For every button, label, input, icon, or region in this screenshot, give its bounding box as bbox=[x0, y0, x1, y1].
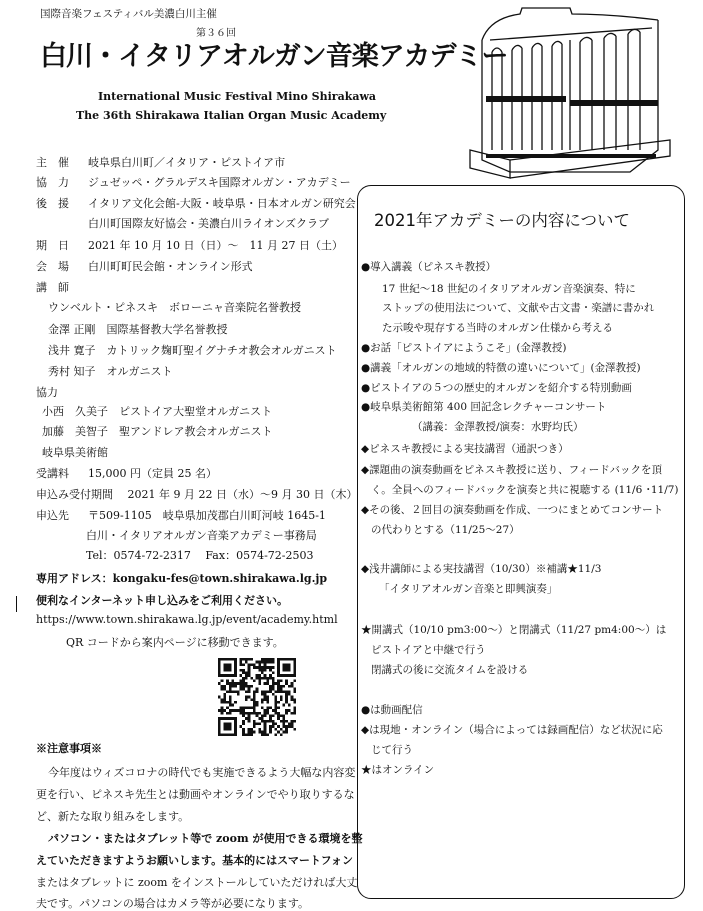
panel-line: ◆課題曲の演奏動画をピネスキ教授に送り、フィードバックを頂 bbox=[361, 464, 663, 476]
fee-label: 受講料 bbox=[36, 467, 69, 480]
coop-row bbox=[36, 174, 351, 190]
period-row bbox=[36, 237, 343, 253]
panel-line: ●お話「ピストイアにようこそ」(金澤教授) bbox=[361, 342, 567, 354]
coop-label: 協 力 bbox=[36, 176, 69, 189]
text-cursor bbox=[16, 596, 17, 612]
notes-line: またはタブレットに zoom をインストールしていただければ大丈 bbox=[36, 876, 358, 889]
panel-line: ●講義「オルガンの地域的特徴の違いについて」(金澤教授) bbox=[361, 362, 641, 374]
notes-line: ど、新たな取り組みをします。 bbox=[36, 810, 190, 823]
support-value-1: イタリア文化会館-大阪・岐阜県・日本オルガン研究会 bbox=[88, 197, 356, 210]
application-period: 申込み受付期間 2021 年 9 月 22 日（水）～9 月 30 日（木） bbox=[36, 488, 358, 501]
panel-line: ◆ピネスキ教授による実技講習（通訳つき） bbox=[361, 443, 569, 455]
panel-line: 「イタリアオルガン音楽と即興演奏」 bbox=[379, 583, 558, 595]
host-label: 主 催 bbox=[36, 156, 69, 169]
apply-organization: 白川・イタリアオルガン音楽アカデミー事務局 bbox=[86, 529, 317, 542]
panel-line: 17 世紀～18 世紀のイタリアオルガン音楽演奏、特に bbox=[382, 283, 636, 295]
coop-value: ジュゼッペ・グラルデスキ国際オルガン・アカデミー bbox=[88, 176, 351, 189]
panel-line: ★はオンライン bbox=[361, 764, 435, 776]
notes-line: 更を行い、ピネスキ先生とは動画やオンラインでやり取りするな bbox=[36, 788, 355, 801]
notes-line: パソコン・またはタブレット等で zoom が使用できる環境を整 bbox=[48, 832, 363, 845]
venue-value: 白川町町民会館・オンライン形式 bbox=[88, 260, 253, 273]
support-value-2: 白川町国際友好協会・美濃白川ライオンズクラブ bbox=[88, 217, 330, 230]
qr-code[interactable] bbox=[218, 658, 296, 736]
notes-line: 夫です。パソコンの場合はカメラ等が必要になります。 bbox=[36, 897, 310, 910]
apply-tel-fax: Tel：0574-72-2317 Fax：0574-72-2503 bbox=[86, 549, 314, 562]
panel-line: （講義：金澤教授/演奏：水野均氏） bbox=[412, 421, 584, 433]
panel-line: ストップの使用法について、文献や古文書・楽譜に書かれ bbox=[382, 302, 655, 314]
host-value: 岐阜県白川町／イタリア・ピストイア市 bbox=[88, 156, 286, 169]
page-title: 白川・イタリアオルガン音楽アカデミー bbox=[40, 41, 508, 72]
lecturer-item: 秀村 知子 オルガニスト bbox=[48, 365, 173, 378]
panel-line: く。全員へのフィードバックを演奏と共に視聴する (11/6 ･11/7) bbox=[371, 484, 679, 496]
support-row bbox=[36, 195, 356, 211]
cooperator-item: 加藤 美智子 聖アンドレア教会オルガニスト bbox=[42, 425, 273, 438]
venue-row bbox=[36, 258, 253, 274]
host-row bbox=[36, 154, 285, 170]
panel-line: 閉講式の後に交流タイムを設ける bbox=[371, 664, 529, 676]
panel-line: ★開講式（10/10 pm3:00～）と閉講式（11/27 pm4:00～）は bbox=[361, 624, 667, 636]
lecturer-item: 浅井 寛子 カトリック麹町聖イグナチオ教会オルガニスト bbox=[48, 344, 337, 357]
support-label: 後 援 bbox=[36, 197, 69, 210]
notes-line: 今年度はウィズコロナの時代でも実施できるよう大幅な内容変 bbox=[48, 766, 356, 779]
panel-line: ●ピストイアの５つの歴史的オルガンを紹介する特別動画 bbox=[361, 382, 632, 394]
cooperator-item: 小西 久美子 ピストイア大聖堂オルガニスト bbox=[42, 405, 273, 418]
academy-url-link[interactable]: https://www.town.shirakawa.lg.jp/event/academy.html bbox=[36, 613, 338, 626]
panel-line: ◆浅井講師による実技講習（10/30）※補講★11/3 bbox=[361, 563, 602, 575]
panel-line: じて行う bbox=[371, 744, 413, 756]
apply-address: 〒509-1105 岐阜県加茂郡白川町河岐 1645-1 bbox=[88, 509, 326, 522]
english-title-line2: The 36th Shirakawa Italian Organ Music Academy bbox=[76, 109, 387, 122]
lecturer-label: 講 師 bbox=[36, 281, 69, 294]
panel-line: ●は動画配信 bbox=[361, 704, 423, 716]
qr-note: QR コードから案内ページに移動できます。 bbox=[66, 636, 284, 649]
panel-line: た示唆や現存する当時のオルガン仕様から考える bbox=[382, 322, 613, 334]
panel-line: ◆その後、２回目の演奏動画を作成、一つにまとめてコンサート bbox=[361, 504, 664, 516]
cooperator-item: 岐阜県美術館 bbox=[42, 446, 108, 459]
venue-label: 会 場 bbox=[36, 260, 69, 273]
notes-heading: ※注意事項※ bbox=[36, 742, 102, 755]
panel-line: ピストイアと中継で行う bbox=[371, 644, 486, 656]
net-application-note: 便利なインターネット申し込みをご利用ください。 bbox=[36, 594, 289, 607]
period-value: 2021 年 10 月 10 日（日）～ 11 月 27 日（土） bbox=[88, 239, 343, 252]
lecturer-item: ウンベルト・ピネスキ ボローニャ音楽院名誉教授 bbox=[48, 301, 301, 314]
organizer-line: 国際音楽フェスティバル美濃白川主催 bbox=[40, 8, 217, 20]
apply-label: 申込先 bbox=[36, 509, 69, 522]
organ-illustration bbox=[430, 0, 680, 180]
email-line[interactable]: 専用アドレス：kongaku-fes@town.shirakawa.lg.jp bbox=[36, 572, 328, 585]
apply-row bbox=[36, 507, 326, 523]
panel-line: ●岐阜県美術館第 400 回記念レクチャーコンサート bbox=[361, 401, 607, 413]
panel-title: 2021年アカデミーの内容について bbox=[374, 211, 630, 230]
panel-line: の代わりとする（11/25～27） bbox=[371, 524, 520, 536]
period-label: 期 日 bbox=[36, 239, 69, 252]
english-title-line1: International Music Festival Mino Shirakawa bbox=[98, 90, 377, 103]
lecturer-item: 金澤 正剛 国際基督教大学名誉教授 bbox=[48, 323, 228, 336]
notes-line: えていただきますようお願いします。基本的にはスマートフォン bbox=[36, 854, 354, 867]
panel-line: ◆は現地・オンライン（場合によっては録画配信）など状況に応 bbox=[361, 724, 663, 736]
edition-label: 第３６回 bbox=[196, 28, 236, 39]
fee-value: 15,000 円（定員 25 名） bbox=[88, 467, 217, 480]
fee-row bbox=[36, 465, 217, 481]
cooperation-label: 協力 bbox=[36, 386, 58, 399]
panel-line: ●導入講義（ピネスキ教授） bbox=[361, 261, 497, 273]
